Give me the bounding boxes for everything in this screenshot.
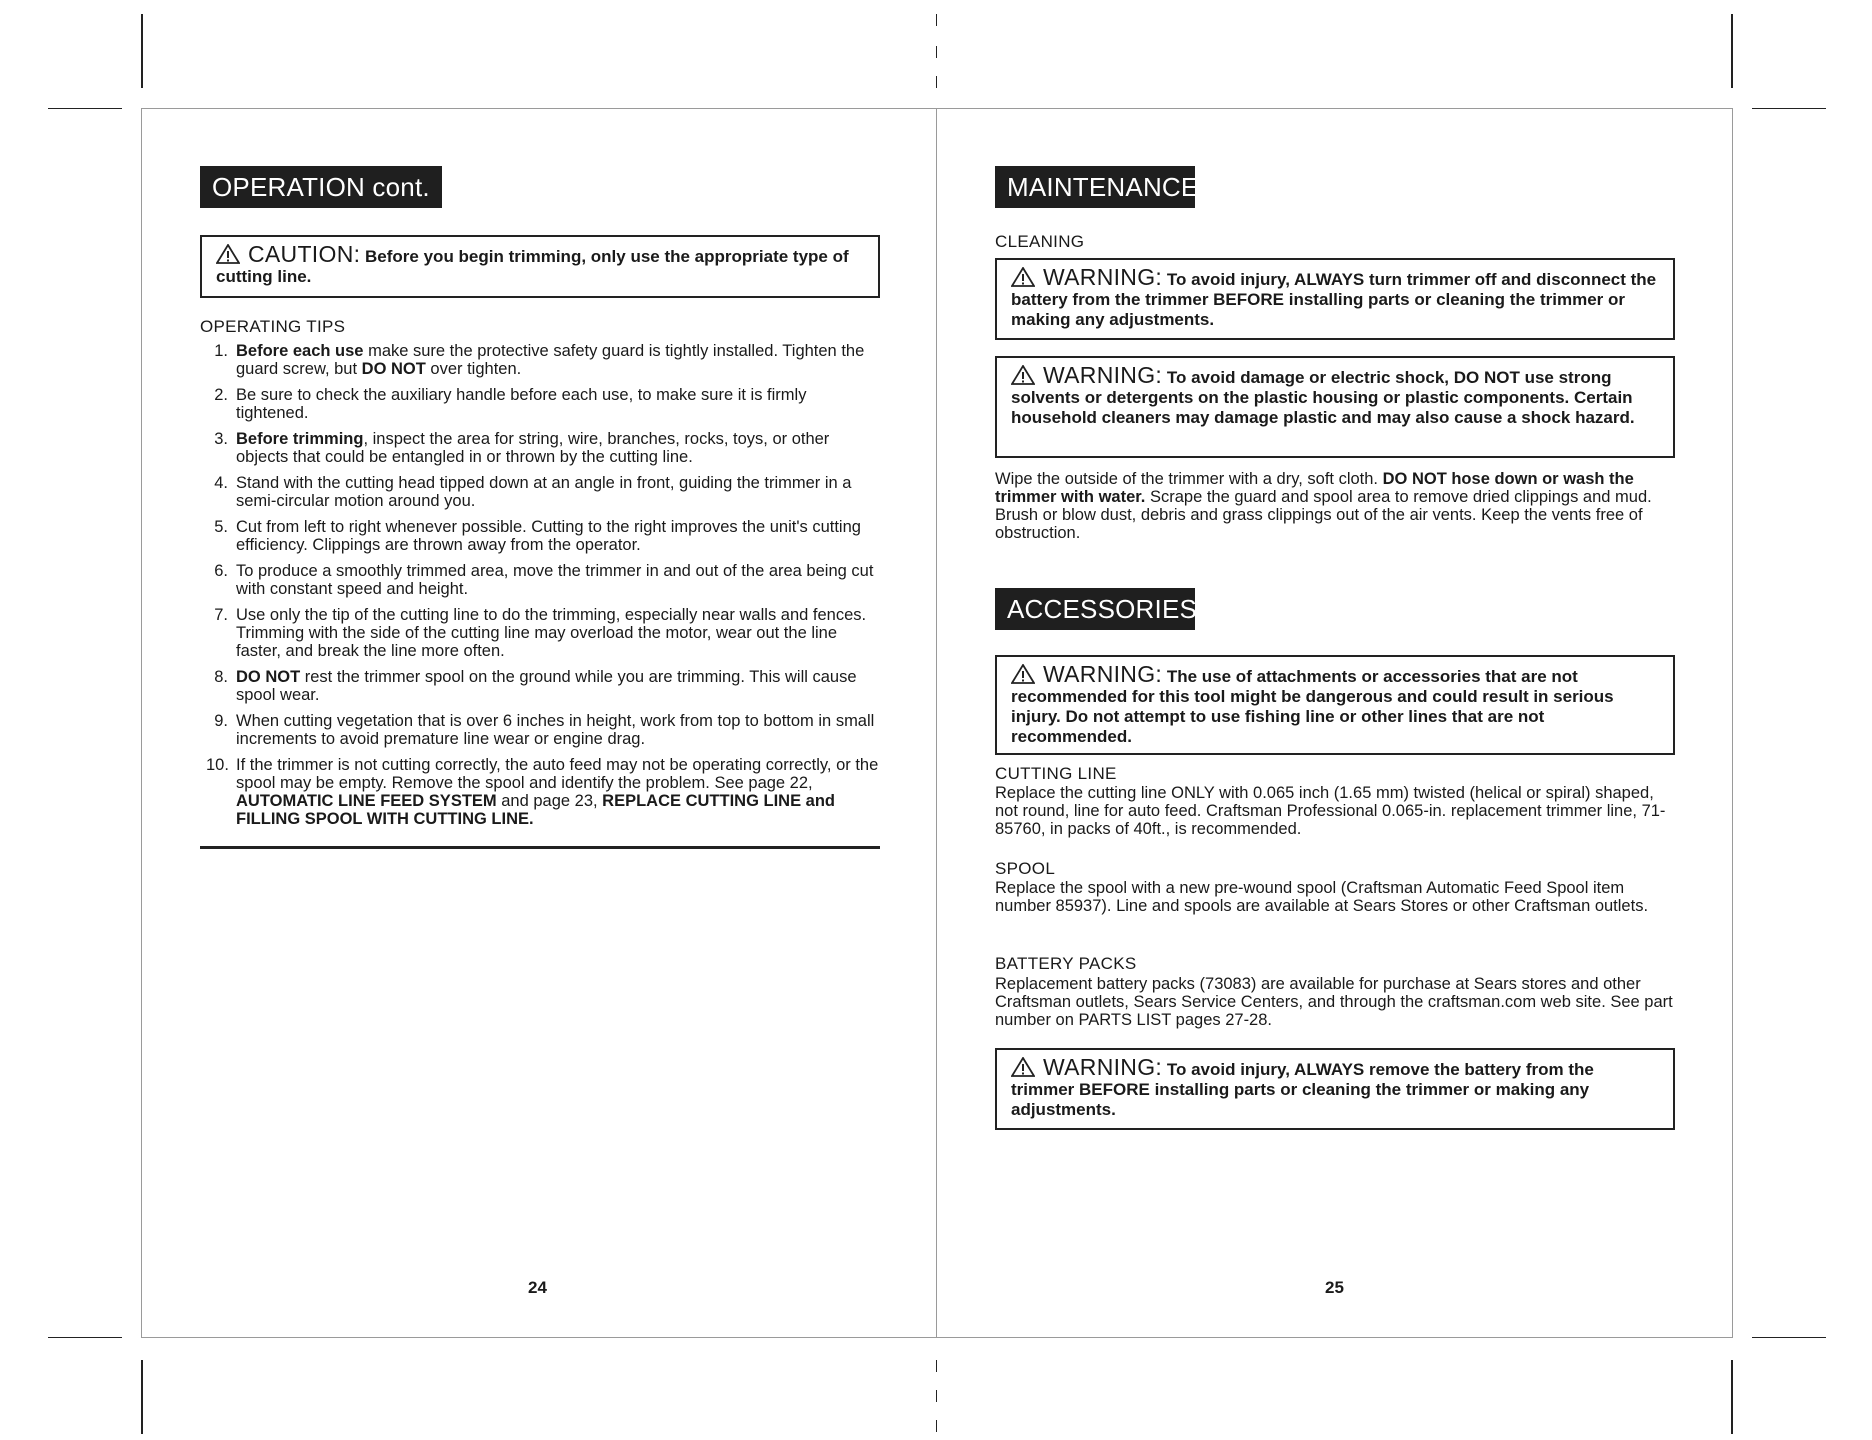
warning-box-solvents xyxy=(995,356,1675,458)
list-item: 3. Before trimming, inspect the area for string, wire, branches, rocks, toys, or other objects that could be entangled in or thrown by the cutting line. xyxy=(214,430,830,466)
page-number: 25 xyxy=(1325,1278,1344,1297)
list-item: 7. Use only the tip of the cutting line to do the trimming, especially near walls and fences. Trimming with the side of the cutting line may overload the motor, wear out the line faster, and break the line more often. xyxy=(214,606,867,660)
warning-label: WARNING: xyxy=(1043,362,1163,388)
accessories-banner: ACCESSORIES xyxy=(995,588,1195,630)
list-item: 1. Before each use make sure the protective safety guard is tightly installed. Tighten the guard screw, but DO NOT over tighten. xyxy=(214,342,865,378)
crop-mark xyxy=(936,1360,937,1372)
warning-text: To avoid damage or electric shock, DO NOT use strong solvents or detergents on the plastic housing or plastic components. Certain household cleaners may damage plastic and may also cause a shock hazard. xyxy=(1011,368,1635,427)
warning-text: The use of attachments or accessories that are not recommended for this tool might be dangerous and could result in serious injury. Do not attempt to use fishing line or other lines that are not recommended. xyxy=(1011,667,1614,746)
caution-label: CAUTION: xyxy=(248,241,361,267)
crop-mark xyxy=(1752,1337,1826,1338)
battery-packs-heading: BATTERY PACKS xyxy=(995,954,1137,973)
warning-box-cleaning-injury xyxy=(995,258,1675,340)
cleaning-heading: CLEANING xyxy=(995,232,1085,251)
caution-text: Before you begin trimming, only use the appropriate type of cutting line. xyxy=(216,247,849,286)
list-item: 4. Stand with the cutting head tipped down at an angle in front, guiding the trimmer in a semi-circular motion around you. xyxy=(214,474,852,510)
warning-triangle-icon xyxy=(1011,365,1035,385)
spool-text: Replace the spool with a new pre-wound spool (Craftsman Automatic Feed Spool item number 85937). Line and spools are available at Sears Stores or other Craftsman outlets. xyxy=(995,879,1649,915)
crop-mark xyxy=(936,14,937,26)
crop-mark xyxy=(936,76,937,88)
list-item: 10. If the trimmer is not cutting correctly, the auto feed may not be operating correctly, or the spool may be empty. Remove the spool and identify the problem. See page 22, AUTOMATIC LINE FEED SYSTEM and page 23, REPLACE CUTTING LINE and FILLING SPOOL WITH CUTTING LINE. xyxy=(206,756,879,828)
page-number: 24 xyxy=(528,1278,547,1297)
crop-mark xyxy=(936,46,937,58)
cutting-line-heading: CUTTING LINE xyxy=(995,764,1117,783)
operation-banner: OPERATION cont. xyxy=(200,166,442,208)
crop-mark xyxy=(141,1360,143,1434)
crop-mark xyxy=(48,1337,122,1338)
warning-triangle-icon xyxy=(1011,1057,1035,1077)
maintenance-banner: MAINTENANCE xyxy=(995,166,1195,208)
right-page xyxy=(995,108,1675,1338)
list-item: 6. To produce a smoothly trimmed area, move the trimmer in and out of the area being cut with constant speed and height. xyxy=(214,562,874,598)
crop-mark xyxy=(1731,1360,1733,1434)
crop-mark xyxy=(936,1390,937,1402)
warning-triangle-icon xyxy=(216,244,240,264)
page-spine xyxy=(936,108,937,1338)
crop-mark xyxy=(141,14,143,88)
crop-mark xyxy=(1731,14,1733,88)
warning-label: WARNING: xyxy=(1043,1054,1163,1080)
warning-label: WARNING: xyxy=(1043,661,1163,687)
list-item: 2. Be sure to check the auxiliary handle before each use, to make sure it is firmly tightened. xyxy=(214,386,807,422)
list-item: 8. DO NOT rest the trimmer spool on the ground while you are trimming. This will cause spool wear. xyxy=(214,668,857,704)
warning-box-battery xyxy=(995,1048,1675,1130)
caution-box xyxy=(200,235,880,298)
section-end-rule xyxy=(200,846,880,849)
warning-label: WARNING: xyxy=(1043,264,1163,290)
battery-packs-text: Replacement battery packs (73083) are available for purchase at Sears stores and other Craftsman outlets, Sears Service Centers, and through the craftsman.com web site. See part number on PARTS LIST pages 27-28. xyxy=(995,975,1673,1029)
warning-text: To avoid injury, ALWAYS turn trimmer off and disconnect the battery from the trimmer BEFORE installing parts or cleaning the trimmer or making any adjustments. xyxy=(1011,270,1657,329)
warning-text: To avoid injury, ALWAYS remove the battery from the trimmer BEFORE installing parts or cleaning the trimmer or making any adjustments. xyxy=(1011,1060,1594,1119)
list-item: 5. Cut from left to right whenever possible. Cutting to the right improves the unit's cutting efficiency. Clippings are thrown away from the operator. xyxy=(214,518,861,554)
spool-heading: SPOOL xyxy=(995,859,1056,878)
list-item: 9. When cutting vegetation that is over 6 inches in height, work from top to bottom in small increments to avoid premature line wear or engine drag. xyxy=(214,712,875,748)
left-page xyxy=(200,108,880,1338)
cutting-line-text: Replace the cutting line ONLY with 0.065 inch (1.65 mm) twisted (helical or spiral) shaped, not round, line for auto feed. Craftsman Professional 0.065-in. replacement trimmer line, 71-85760, in packs of 40ft., is recommended. xyxy=(995,784,1666,838)
cleaning-text: Wipe the outside of the trimmer with a dry, soft cloth. DO NOT hose down or wash the trimmer with water. Scrape the guard and spool area to remove dried clippings and mud. Brush or blow dust, debris and grass clippings out of the air vents. Keep the vents free of obstruction. xyxy=(995,470,1652,542)
crop-mark xyxy=(48,108,122,109)
crop-mark xyxy=(936,1420,937,1432)
warning-box-accessories xyxy=(995,655,1675,755)
crop-mark xyxy=(1752,108,1826,109)
warning-triangle-icon xyxy=(1011,267,1035,287)
operating-tips-list xyxy=(206,342,882,836)
operating-tips-heading: OPERATING TIPS xyxy=(200,317,346,336)
warning-triangle-icon xyxy=(1011,664,1035,684)
